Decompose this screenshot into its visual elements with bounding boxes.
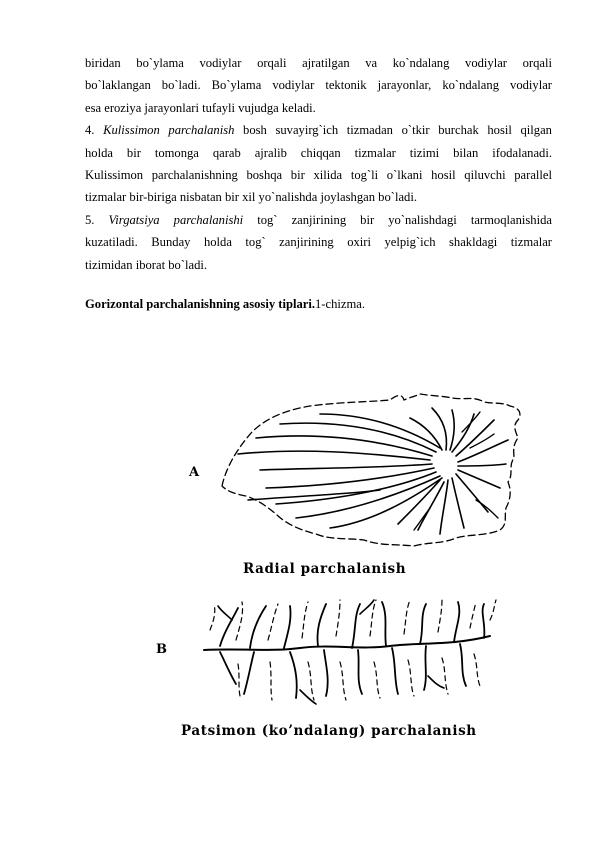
figure-a-caption: Radial parchalanish xyxy=(243,561,407,577)
text-line: bo`laklangan bo`ladi. Bo`ylama vodiylar tektonik jarayonlar, ko`ndalang vodiylar xyxy=(85,78,552,93)
heading-figure-ref: 1-chizma. xyxy=(315,296,365,311)
text-line: tizmalar bir-biriga nisbatan bir xil yo`nalishda joylashgan bo`ladi. xyxy=(85,190,417,205)
text-line: Kulissimon parchalanishning boshqa bir xilida tog`li o`lkani hosil qiluvchi parallel xyxy=(85,167,552,182)
item-5-text: tog` zanjirining bir yo`nalishdagi tarmoqlanishida xyxy=(243,212,552,227)
text-line: tizimidan iborat bo`ladi. xyxy=(85,257,208,272)
figure-b-main-channel xyxy=(204,636,490,650)
item-5-term: Virgatsiya parchalanishi xyxy=(108,212,244,227)
heading-bold: Gorizontal parchalanishning asosiy tiplari. xyxy=(85,296,315,311)
figure-b-trellis xyxy=(204,600,496,704)
text-line: holda bir tomonga qarab ajralib chiqqan tizmalar tizimi bilan ifodalanadi. xyxy=(85,145,552,160)
text-line: biridan bo`ylama vodiylar orqali ajratilgan va ko`ndalang vodiylar orqali xyxy=(85,56,552,70)
figure-a-label: A xyxy=(189,465,200,480)
item-5-number: 5. xyxy=(85,212,95,227)
figure-b-caption: Patsimon (ko’ndalang) parchalanish xyxy=(181,723,477,739)
figure-a-radial xyxy=(222,394,520,546)
text-line: esa eroziya jarayonlari tufayli vujudga keladi. xyxy=(85,100,316,115)
item-4-number: 4. xyxy=(85,123,95,138)
figure-b-label: B xyxy=(156,642,167,657)
item-4-term: Kulissimon parchalanish xyxy=(103,123,235,138)
item-4-text: bosh suvayirg`ich tizmadan o`tkir burchak hosil qilgan xyxy=(234,123,552,138)
text-line: kuzatiladi. Bunday holda tog` zanjirining oxiri yelpig`ich shakldagi tizmalar xyxy=(85,235,552,250)
